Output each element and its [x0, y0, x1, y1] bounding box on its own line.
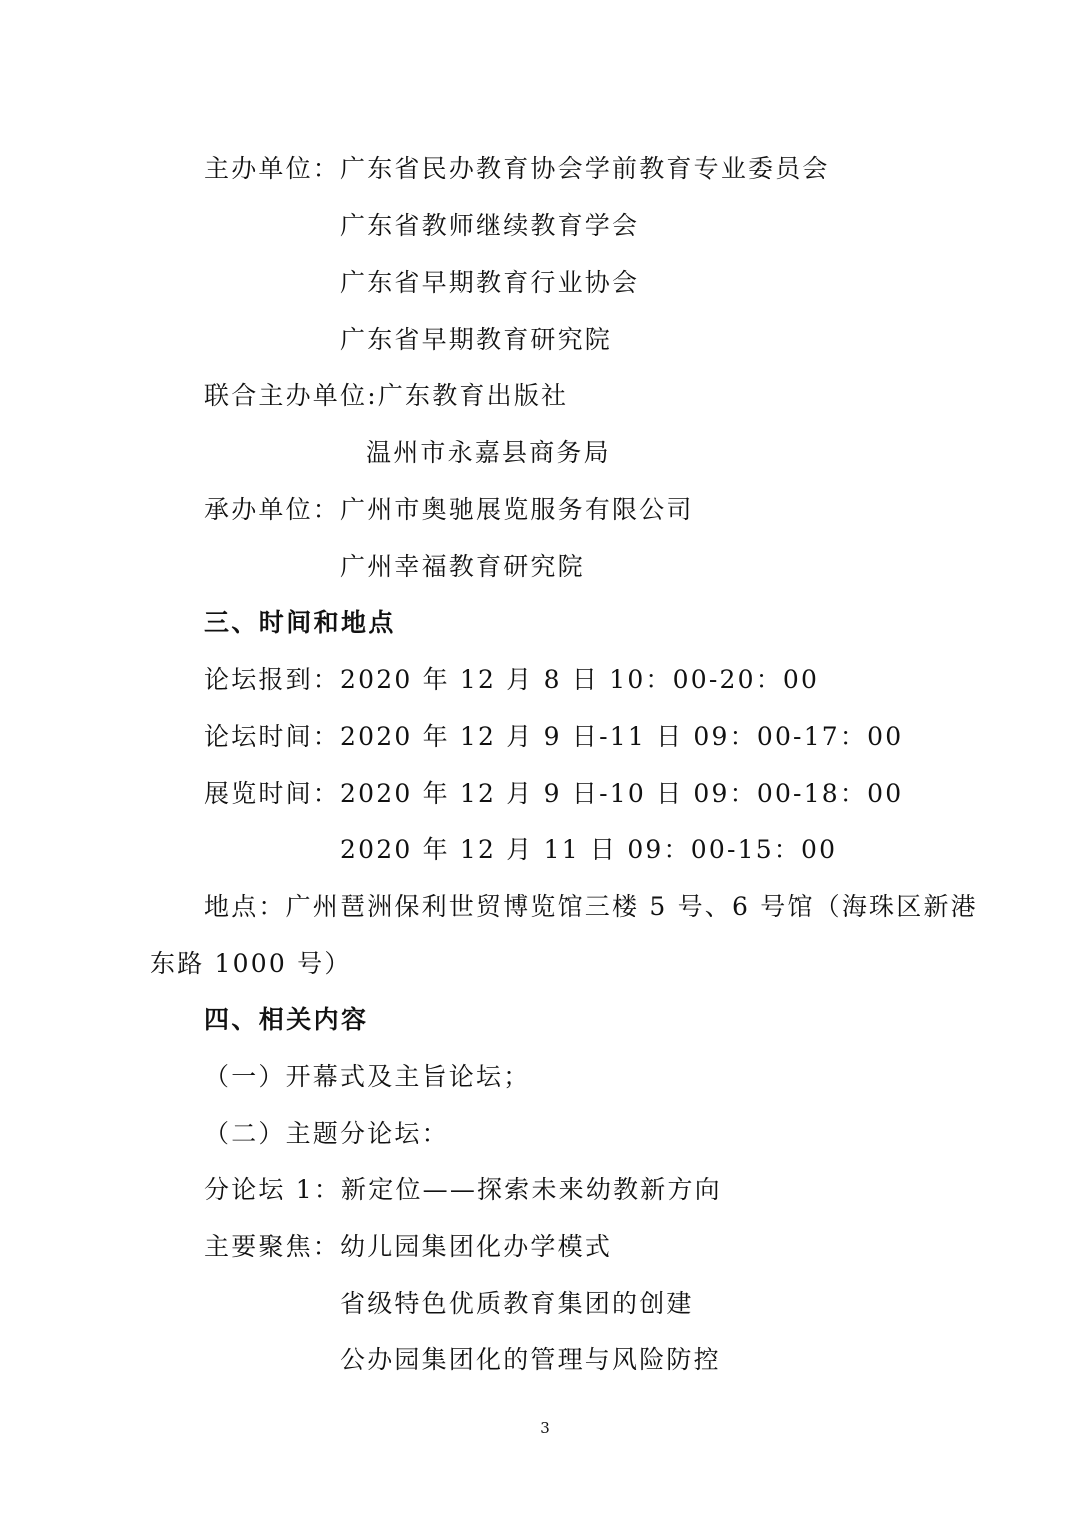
focus-item-3: 公办园集团化的管理与风险防控 [340, 1345, 721, 1374]
subforum-1: 分论坛 1：新定位——探索未来幼教新方向 [204, 1175, 722, 1204]
host-label: 主办单位： [204, 154, 341, 183]
undertaker-2: 广州幸福教育研究院 [340, 552, 585, 581]
host-4: 广东省早期教育研究院 [340, 325, 613, 354]
cohost-label: 联合主办单位: [204, 381, 378, 410]
focus-item-1: 幼儿园集团化办学模式 [340, 1232, 613, 1261]
content-item-1: （一）开幕式及主旨论坛； [204, 1062, 531, 1091]
focus-label: 主要聚焦： [204, 1232, 341, 1261]
registration-time: 论坛报到：2020 年 12 月 8 日 10：00-20：00 [204, 665, 820, 694]
host-3: 广东省早期教育行业协会 [340, 268, 640, 297]
cohost-2: 温州市永嘉县商务局 [366, 438, 611, 467]
section-4-heading: 四、相关内容 [204, 1005, 369, 1034]
host-1: 广东省民办教育协会学前教育专业委员会 [340, 154, 830, 183]
forum-time: 论坛时间：2020 年 12 月 9 日-11 日 09：00-17：00 [204, 722, 904, 751]
host-2: 广东省教师继续教育学会 [340, 211, 640, 240]
exhibition-time: 展览时间：2020 年 12 月 9 日-10 日 09：00-18：00 [204, 779, 904, 808]
undertaker-line [204, 494, 694, 526]
venue-line-1: 地点：广州琶洲保利世贸博览馆三楼 5 号、6 号馆（海珠区新港 [204, 892, 978, 921]
host-line [204, 153, 830, 185]
cohost-line [204, 380, 568, 412]
section-3-heading: 三、时间和地点 [204, 608, 396, 637]
undertaker-1: 广州市奥驰展览服务有限公司 [340, 495, 694, 524]
undertaker-label: 承办单位： [204, 495, 341, 524]
cohost-1: 广东教育出版社 [377, 381, 569, 410]
venue-line-2: 东路 1000 号） [150, 949, 352, 978]
exhibition-time-2: 2020 年 12 月 11 日 09：00-15：00 [340, 835, 838, 864]
focus-item-2: 省级特色优质教育集团的创建 [340, 1289, 694, 1318]
focus-line [204, 1231, 612, 1263]
content-item-2: （二）主题分论坛： [204, 1119, 449, 1148]
page-number: 3 [540, 1419, 550, 1437]
